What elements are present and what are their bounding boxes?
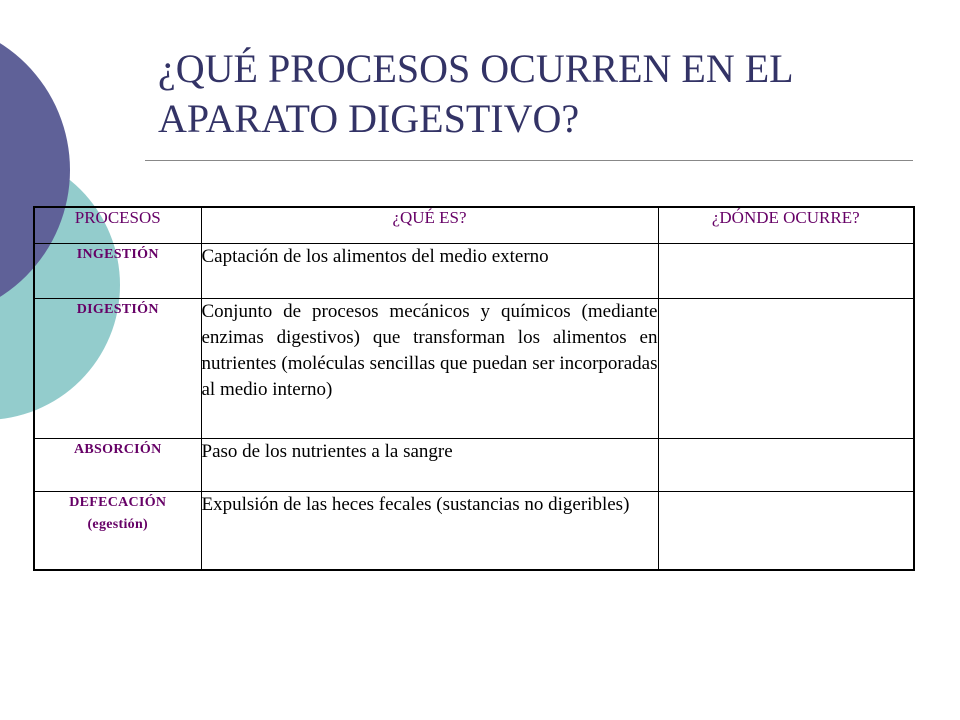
slide-title [158, 44, 918, 144]
process-location-cell [658, 492, 914, 571]
process-name: ABSORCIÓN [74, 442, 162, 457]
process-name-cell [34, 299, 201, 439]
slide-title-line-1: ¿QUÉ PROCESOS OCURREN EN EL [158, 46, 794, 91]
table-row [34, 439, 914, 492]
process-name-cell [34, 244, 201, 299]
header-procesos: PROCESOS [34, 207, 201, 244]
slide-title-line-2: APARATO DIGESTIVO? [158, 96, 580, 141]
process-subname: (egestión) [87, 517, 149, 532]
title-divider [145, 160, 913, 161]
process-location-cell [658, 299, 914, 439]
process-description: Expulsión de las heces fecales (sustancias no digeribles) [201, 492, 658, 571]
process-name-cell [34, 492, 201, 571]
process-name-cell [34, 439, 201, 492]
table-row [34, 492, 914, 571]
table-row [34, 244, 914, 299]
process-description: Captación de los alimentos del medio externo [201, 244, 658, 299]
process-name: DEFECACIÓN [69, 495, 167, 510]
processes-table [33, 206, 915, 571]
process-location-cell [658, 439, 914, 492]
table-row [34, 299, 914, 439]
table-header-row [34, 207, 914, 244]
header-donde-ocurre: ¿DÓNDE OCURRE? [658, 207, 914, 244]
header-que-es: ¿QUÉ ES? [201, 207, 658, 244]
process-description: Conjunto de procesos mecánicos y químicos (mediante enzimas digestivos) que transforman los alimentos en nutrientes (moléculas sencillas que puedan ser incorporadas al medio interno) [201, 299, 658, 439]
process-name: INGESTIÓN [76, 247, 159, 262]
process-name: DIGESTIÓN [76, 302, 159, 317]
process-description: Paso de los nutrientes a la sangre [201, 439, 658, 492]
process-location-cell [658, 244, 914, 299]
